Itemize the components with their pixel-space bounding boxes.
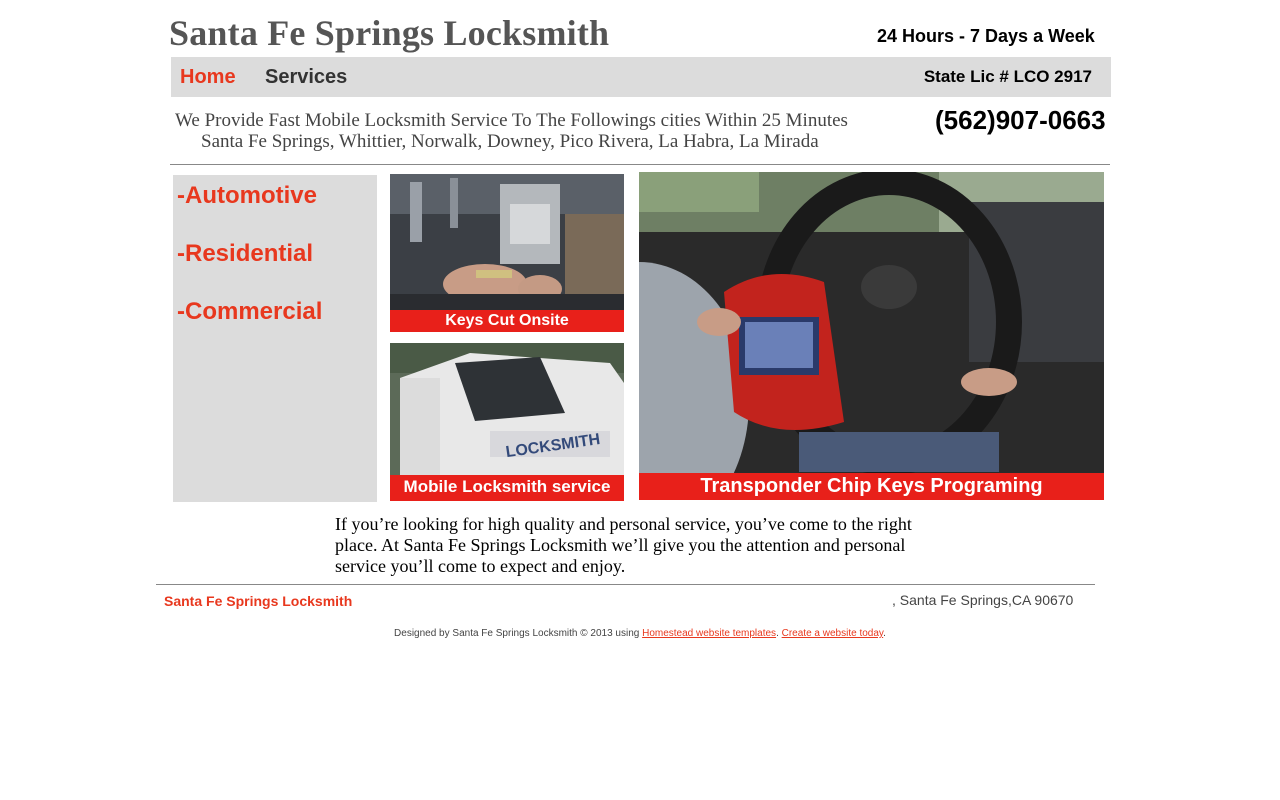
create-website-link[interactable]: Create a website today	[781, 628, 884, 639]
footer-divider	[156, 584, 1095, 585]
credits-line	[0, 628, 1280, 639]
mobile-service-caption: Mobile Locksmith service	[390, 475, 624, 501]
mobile-van-photo	[390, 343, 624, 501]
site-title: Santa Fe Springs Locksmith	[169, 13, 610, 53]
hours-text: 24 Hours - 7 Days a Week	[877, 26, 1095, 46]
keys-cutting-photo	[390, 174, 624, 332]
service-commercial: -Commercial	[177, 298, 323, 325]
services-panel	[173, 175, 377, 502]
svg-text:LOCKSMITH: LOCKSMITH	[504, 431, 602, 462]
license-number: State Lic # LCO 2917	[923, 67, 1092, 86]
header-divider	[170, 164, 1110, 165]
intro-paragraph: If you’re looking for high quality and personal service, you’ve come to the right place. At Santa Fe Springs Locksmith we’ll give you the attention and personal service you’ll come to expect and enjoy.	[335, 514, 912, 576]
service-residential: -Residential	[177, 240, 314, 267]
nav-services-link[interactable]: Services	[265, 66, 348, 88]
transponder-image	[639, 172, 1104, 500]
keys-cutting-image	[390, 174, 624, 332]
nav-home-link[interactable]: Home	[180, 66, 236, 88]
credits-separator: .	[776, 628, 782, 639]
credits-prefix: Designed by Santa Fe Springs Locksmith © 2013 using	[394, 628, 643, 639]
nav-bar	[171, 57, 1111, 97]
intro-service-line: We Provide Fast Mobile Locksmith Service To The Followings cities Within 25 Minutes	[175, 110, 848, 131]
service-automotive: -Automotive	[177, 182, 317, 209]
transponder-caption: Transponder Chip Keys Programing	[639, 473, 1104, 500]
footer-business-name: Santa Fe Springs Locksmith	[164, 593, 353, 609]
phone-number: (562)907-0663	[935, 105, 1106, 135]
credits-suffix: .	[883, 628, 886, 639]
footer-address: , Santa Fe Springs,CA 90670	[892, 592, 1074, 608]
transponder-photo	[639, 172, 1104, 500]
homestead-templates-link[interactable]: Homestead website templates	[642, 628, 777, 639]
intro-cities-line: Santa Fe Springs, Whittier, Norwalk, Downey, Pico Rivera, La Habra, La Mirada	[201, 131, 819, 152]
keys-cut-caption: Keys Cut Onsite	[390, 310, 624, 332]
